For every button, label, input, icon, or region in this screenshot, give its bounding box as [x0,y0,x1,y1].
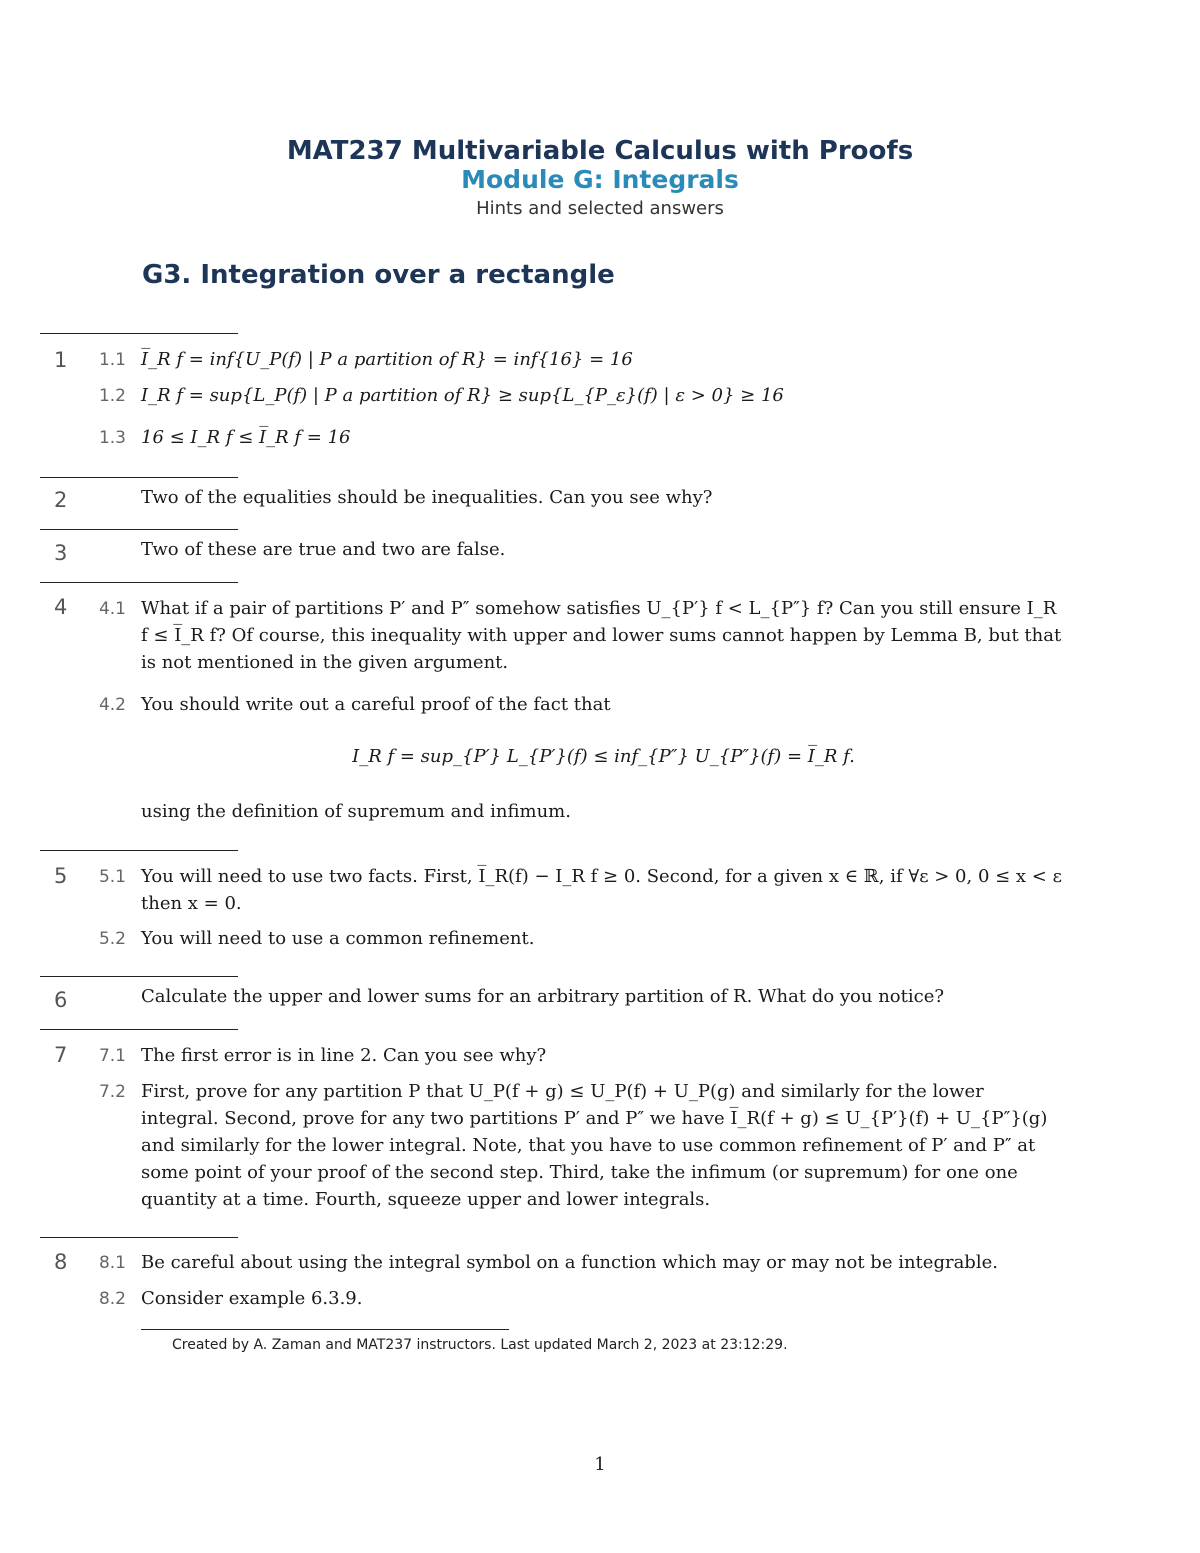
subpart-text: I_R f = sup{L_P(f) | P a partition of R} ≥ sup{L_{P_ε}(f) | ε > 0} ≥ 16 [141,385,784,406]
subpart-text: The first error is in line 2. Can you see why? [141,1045,547,1066]
problem-divider [40,976,238,977]
subpart-label: 4.2 [98,695,126,715]
display-equation: I_R f = sup_{P′} L_{P′}(f) ≤ inf_{P″} U_{P″}(f) = I̅_R f. [352,746,855,767]
section-title: G3. Integration over a rectangle [142,260,615,290]
subpart-label: 4.1 [98,599,126,619]
page-number: 1 [594,1454,606,1475]
subpart-continuation: using the definition of supremum and infimum. [141,801,571,822]
subpart-label: 1.2 [98,386,126,406]
subpart-label: 8.2 [98,1289,126,1309]
subpart-text: What if a pair of partitions P′ and P″ somehow satisfies U_{P′} f < L_{P″} f? Can you still ensure I_R f ≤ I̅_R f? Of course, this inequality with upper and lower sums cannot happen by Lemma B, but that is not mentioned in the given argument. [141,598,1062,673]
problem-number: 6 [54,988,68,1012]
subpart-text: First, prove for any partition P that U_P(f + g) ≤ U_P(f) + U_P(g) and similarly for the lower integral. Second, prove for any two partitions P′ and P″ we have I̅_R(f + g) ≤ U_{P′}(f) + U_{P″}(g) and similarly for the lower integral. Note, that you have to use common refinement of P′ and P″ at some point of your proof of the second step. Third, take the infimum (or supremum) for one one quantity at a time. Fourth, squeeze upper and lower integrals. [141,1081,1048,1210]
subpart-label: 5.1 [98,867,126,887]
problem-text: Two of the equalities should be inequalities. Can you see why? [141,487,713,508]
footnote-divider [141,1329,509,1330]
problem-divider [40,582,238,583]
subpart-text: You will need to use two facts. First, I̅_R(f) − I_R f ≥ 0. Second, for a given x ∈ ℝ, if ∀ε > 0, 0 ≤ x < ε then x = 0. [141,866,1062,914]
problem-number: 7 [54,1043,68,1067]
subpart-text: You should write out a careful proof of the fact that [141,694,611,715]
problem-divider [40,477,238,478]
subpart-label: 5.2 [98,929,126,949]
subpart-text: Consider example 6.3.9. [141,1288,363,1309]
subpart-label: 1.1 [98,350,126,370]
problem-number: 1 [54,348,68,372]
problem-text: Calculate the upper and lower sums for an arbitrary partition of R. What do you notice? [141,986,944,1007]
problem-number: 4 [54,595,68,619]
footnote-text: Created by A. Zaman and MAT237 instructors. Last updated March 2, 2023 at 23:12:29. [172,1337,788,1353]
subpart-text: I̅_R f = inf{U_P(f) | P a partition of R} = inf{16} = 16 [141,349,633,370]
subpart-text: Be careful about using the integral symbol on a function which may or may not be integrable. [141,1252,998,1273]
problem-number: 3 [54,541,68,565]
problem-divider [40,529,238,530]
problem-number: 8 [54,1250,68,1274]
subpart-label: 7.1 [98,1046,126,1066]
subpart-text: 16 ≤ I_R f ≤ I̅_R f = 16 [141,427,351,448]
subpart-label: 1.3 [98,428,126,448]
document-title: MAT237 Multivariable Calculus with Proofs [286,136,914,166]
problem-divider [40,333,238,334]
module-title: Module G: Integrals [461,165,739,194]
subpart-text: You will need to use a common refinement. [141,928,535,949]
document-subtitle: Hints and selected answers [476,198,724,219]
problem-number: 2 [54,488,68,512]
subpart-label: 8.1 [98,1253,126,1273]
problem-divider [40,850,238,851]
problem-text: Two of these are true and two are false. [141,539,506,560]
problem-divider [40,1029,238,1030]
problem-divider [40,1237,238,1238]
subpart-label: 7.2 [98,1082,126,1102]
problem-number: 5 [54,864,68,888]
